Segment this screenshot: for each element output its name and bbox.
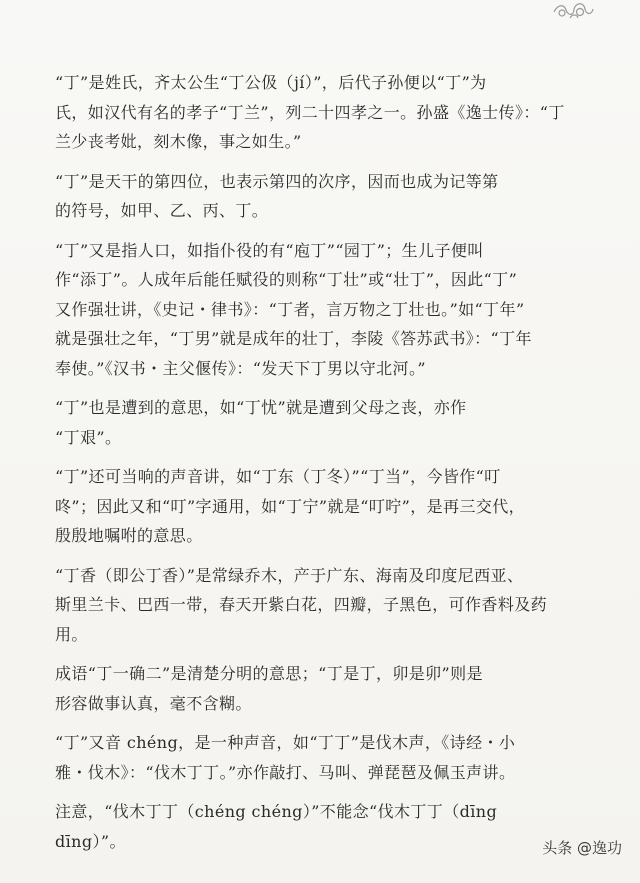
paragraph xyxy=(55,797,591,856)
paragraph xyxy=(55,236,591,384)
paragraph-line: “丁”是天干的第四位，也表示第四的次序，因而也成为记等第 xyxy=(55,171,499,191)
paragraph-line: 咚”；因此又和“叮”字通用，如“丁宁”就是“叮咛”，是再三交代， xyxy=(55,496,526,516)
paragraph xyxy=(55,393,591,452)
paragraph xyxy=(55,462,591,551)
paragraph-line: “丁艰”。 xyxy=(55,427,122,447)
paragraph-line: 形容做事认真，毫不含糊。 xyxy=(55,693,252,713)
paragraph-line: “丁”又音 chéng，是一种声音，如“丁丁”是伐木声，《诗经・小 xyxy=(55,733,516,752)
paragraph xyxy=(55,561,591,650)
paragraph-line: “丁”还可当响的声音讲，如“丁东（丁冬）”“丁当”，今皆作“叮 xyxy=(55,467,501,486)
paragraph xyxy=(55,659,591,718)
paragraph-line: 又作强壮讲，《史记・律书》：“丁者，言万物之丁壮也。”如“丁年” xyxy=(55,299,525,319)
paragraph-line: 就是强壮之年，“丁男”就是成年的壮丁，李陵《答苏武书》：“丁年 xyxy=(55,329,532,348)
paragraph-line: 用。 xyxy=(55,624,88,644)
paragraph-line: 注意，“伐木丁丁（chéng chéng）”不能念“伐木丁丁（dīng xyxy=(55,802,498,821)
paragraph-line: 斯里兰卡、巴西一带，春天开紫白花，四瓣，子黑色，可作香料及药 xyxy=(55,595,548,614)
paragraph-line: 奉使。”《汉书・主父偃传》：“发天下丁男以守北河。” xyxy=(55,358,426,378)
floral-ornament-icon xyxy=(550,0,596,22)
article-body xyxy=(55,68,591,866)
paragraph-line: “丁”也是遭到的意思，如“丁忧”就是遭到父母之丧，亦作 xyxy=(55,398,467,417)
paragraph-line: “丁”是姓氏，齐太公生“丁公伋（jí）”，后代子孙便以“丁”为 xyxy=(55,73,487,92)
source-watermark: 头条 @逸功 xyxy=(542,839,622,857)
paragraph-line: “丁”又是指人口，如指仆役的有“庖丁”“园丁”；生儿子便叫 xyxy=(55,240,484,260)
paragraph-line: 雅・伐木》：“伐木丁丁。”亦作敲打、马叫、弹琵琶及佩玉声讲。 xyxy=(55,762,516,782)
paragraph-line: “丁香（即公丁香）”是常绿乔木，产于广东、海南及印度尼西亚、 xyxy=(55,565,524,585)
paragraph-line: 成语“丁一确二”是清楚分明的意思；“丁是丁，卯是卯”则是 xyxy=(55,664,483,683)
paragraph-line: dīng）”。 xyxy=(55,831,126,851)
paragraph-line: 作“添丁”。人成年后能任赋役的则称“丁壮”或“壮丁”，因此“丁” xyxy=(55,270,518,289)
paragraph xyxy=(55,167,591,226)
paragraph-line: 兰少丧考妣，刻木像，事之如生。” xyxy=(55,132,302,151)
paragraph-line: 殷殷地嘱咐的意思。 xyxy=(55,526,203,545)
paragraph xyxy=(55,68,591,157)
paragraph-line: 的符号，如甲、乙、丙、丁。 xyxy=(55,201,269,220)
paragraph-line: 氏，如汉代有名的孝子“丁兰”，列二十四孝之一。孙盛《逸士传》：“丁 xyxy=(55,102,565,122)
paragraph xyxy=(55,728,591,787)
